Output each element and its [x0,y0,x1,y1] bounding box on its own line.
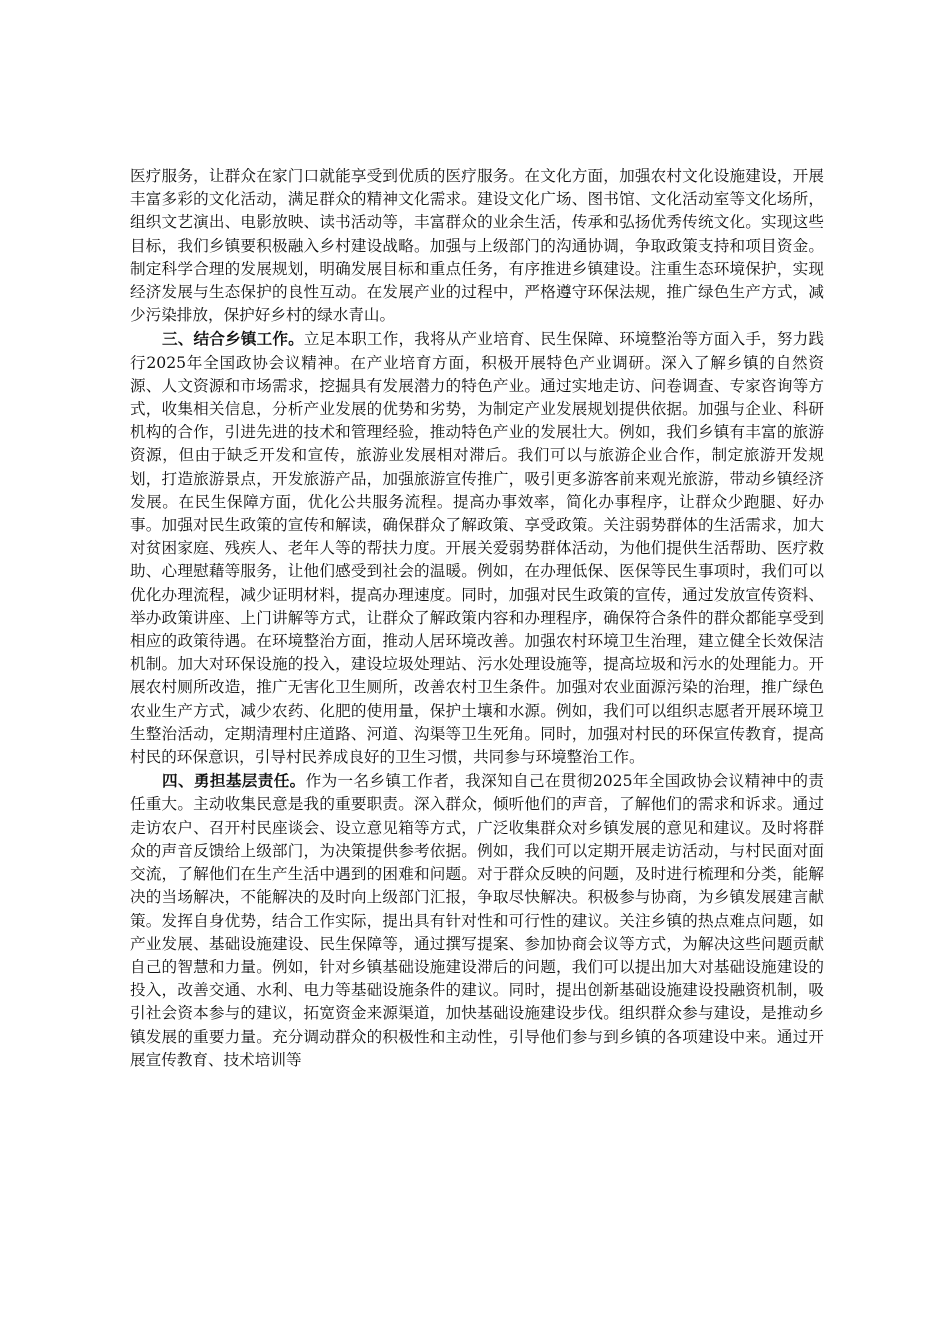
paragraph-text: 医疗服务，让群众在家门口就能享受到优质的医疗服务。在文化方面，加强农村文化设施建设，开展丰富多彩的文化活动，满足群众的精神文化需求。建设文化广场、图书馆、文化活动室等文化场所，组织文艺演出、电影放映、读书活动等，丰富群众的业余生活，传承和弘扬优秀传统文化。实现这些目标，我们乡镇要积极融入乡村建设战略。加强与上级部门的沟通协调，争取政策支持和项目资金。制定科学合理的发展规划，明确发展目标和重点任务，有序推进乡镇建设。注重生态环境保护，实现经济发展与生态保护的良性互动。在发展产业的过程中，严格遵守环保法规，推广绿色生产方式，减少污染排放，保护好乡村的绿水青山。 [130,167,824,325]
paragraph-section-four [130,769,824,1072]
section-heading-three: 三、结合乡镇工作。 [162,329,304,349]
paragraph-text: 作为一名乡镇工作者，我深知自己在贯彻2025年全国政协会议精神中的责任重大。主动收集民意是我的重要职责。深入群众，倾听他们的声音，了解他们的需求和诉求。通过走访农户、召开村民座谈会、设立意见箱等方式，广泛收集群众对乡镇发展的意见和建议。及时将群众的声音反馈给上级部门，为决策提供参考依据。例如，我们可以定期开展走访活动，与村民面对面交流，了解他们在生产生活中遇到的困难和问题。对于群众反映的问题，及时进行梳理和分类，能解决的当场解决，不能解决的及时向上级部门汇报，争取尽快解决。积极参与协商，为乡镇发展建言献策。发挥自身优势，结合工作实际，提出具有针对性和可行性的建议。关注乡镇的热点难点问题，如产业发展、基础设施建设、民生保障等，通过撰写提案、参加协商会议等方式，为解决这些问题贡献自己的智慧和力量。例如，针对乡镇基础设施建设滞后的问题，我们可以提出加大对基础设施建设的投入，改善交通、水利、电力等基础设施条件的建议。同时，提出创新基础设施建设投融资机制，吸引社会资本参与的建议，拓宽资金来源渠道，加快基础设施建设步伐。组织群众参与建设，是推动乡镇发展的重要力量。充分调动群众的积极性和主动性，引导他们参与到乡镇的各项建设中来。通过开展宣传教育、技术培训等 [130,772,824,1069]
paragraph-text: 立足本职工作，我将从产业培育、民生保障、环境整治等方面入手，努力践行2025年全国政协会议精神。在产业培育方面，积极开展特色产业调研。深入了解乡镇的自然资源、人文资源和市场需求，挖掘具有发展潜力的特色产业。通过实地走访、问卷调查、专家咨询等方式，收集相关信息，分析产业发展的优势和劣势，为制定产业发展规划提供依据。加强与企业、科研机构的合作，引进先进的技术和管理经验，推动特色产业的发展壮大。例如，我们乡镇有丰富的旅游资源，但由于缺乏开发和宣传，旅游业发展相对滞后。我们可以与旅游企业合作，制定旅游开发规划，打造旅游景点，开发旅游产品，加强旅游宣传推广，吸引更多游客前来观光旅游，带动乡镇经济发展。在民生保障方面，优化公共服务流程。提高办事效率，简化办事程序，让群众少跑腿、好办事。加强对民生政策的宣传和解读，确保群众了解政策、享受政策。关注弱势群体的生活需求，加大对贫困家庭、残疾人、老年人等的帮扶力度。开展关爱弱势群体活动，为他们提供生活帮助、医疗救助、心理慰藉等服务，让他们感受到社会的温暖。例如，在办理低保、医保等民生事项时，我们可以优化办理流程，减少证明材料，提高办理速度。同时，加强对民生政策的宣传，通过发放宣传资料、举办政策讲座、上门讲解等方式，让群众了解政策内容和办理程序，确保符合条件的群众都能享受到相应的政策待遇。在环境整治方面，推动人居环境改善。加强农村环境卫生治理，建立健全长效保洁机制。加大对环保设施的投入，建设垃圾处理站、污水处理设施等，提高垃圾和污水的处理能力。开展农村厕所改造，推广无害化卫生厕所，改善农村卫生条件。加强对农业面源污染的治理，推广绿色农业生产方式，减少农药、化肥的使用量，保护土壤和水源。例如，我们可以组织志愿者开展环境卫生整治活动，定期清理村庄道路、河道、沟渠等卫生死角。同时，加强对村民的环保宣传教育，提高村民的环保意识，引导村民养成良好的卫生习惯，共同参与环境整治工作。 [130,330,824,767]
section-heading-four: 四、勇担基层责任。 [162,771,306,791]
document-body [130,165,824,1072]
paragraph-continuation [130,165,824,327]
paragraph-section-three [130,327,824,769]
